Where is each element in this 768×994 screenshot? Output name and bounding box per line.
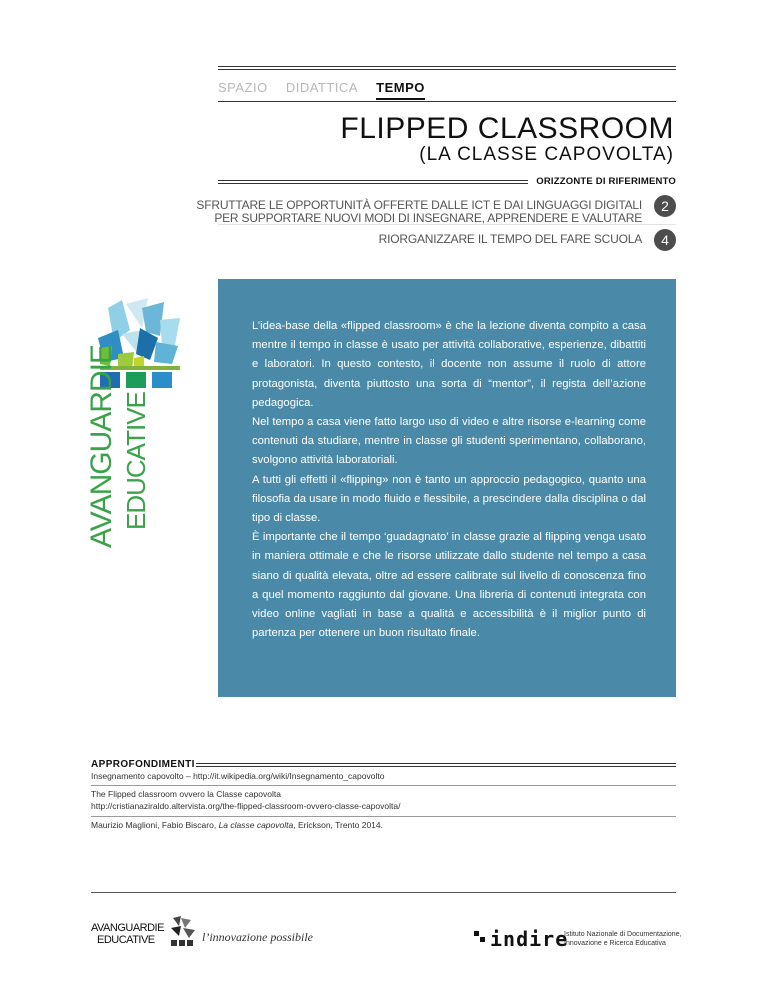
indire-line2: Innovazione e Ricerca Educativa <box>564 940 666 947</box>
page-title: FLIPPED CLASSROOM <box>340 112 674 145</box>
footer-tagline: l’innovazione possibile <box>202 930 313 944</box>
divider <box>91 816 676 817</box>
reference-item[interactable]: Insegnamento capovolto – http://it.wikipedia.org/wiki/Insegnamento_capovolto <box>91 771 385 781</box>
indire-brand: indire <box>490 927 569 951</box>
horizon-item-1 <box>196 199 642 225</box>
tabs-underline <box>218 101 676 102</box>
reference-book-title: La classe capovolta <box>218 820 294 830</box>
references-title: APPROFONDIMENTI <box>91 759 195 770</box>
horizon-number-badge: 4 <box>654 229 676 251</box>
horizon-divider <box>218 224 676 225</box>
horizon-number-badge: 2 <box>654 195 676 217</box>
footer-logo-graphic <box>169 916 197 950</box>
horizon-item-2-line1: RIORGANIZZARE IL TEMPO DEL FARE SCUOLA <box>378 232 642 246</box>
side-logo <box>85 298 190 558</box>
top-rule <box>218 66 676 70</box>
section-tabs <box>218 80 439 95</box>
page-subtitle: (LA CLASSE CAPOVOLTA) <box>419 144 674 165</box>
side-logo-line2: EDUCATIVE <box>121 392 151 530</box>
paragraph: È importante che il tempo ‘guadagnato’ in classe grazie al flipping venga usato in maniera ottimale e che le risorse utilizzate dallo studente nel tempo a casa siano di qualità elevata, oltre ad essere calibrate sul livello di conoscenza fino a quel momento raggiunto dal giovane. Una libreria di contenuti integrata con video online vagliati in base a qualità e accessibilità è il miglior punto di partenza per ottenere un buon risultato finale. <box>252 531 646 640</box>
horizon-item-1-line1: SFRUTTARE LE OPPORTUNITÀ OFFERTE DALLE ICT E DAI LINGUAGGI DIGITALI <box>196 198 642 212</box>
footer-rule <box>91 892 676 893</box>
side-logo-line1: AVANGUARDIE <box>85 345 118 548</box>
content-box <box>218 279 676 697</box>
horizon-rule <box>218 180 528 184</box>
footer-logo-line2: EDUCATIVE <box>97 934 155 946</box>
reference-item <box>91 819 383 831</box>
references-rule <box>196 763 676 767</box>
tab-spazio[interactable]: SPAZIO <box>218 80 268 95</box>
reference-link[interactable]: http://cristianaziraldo.altervista.org/the-flipped-classroom-ovvero-classe-capovolta/ <box>91 801 401 811</box>
reference-authors: Maurizio Maglioni, Fabio Biscaro, <box>91 820 219 830</box>
horizon-item-2 <box>379 233 642 246</box>
content-text <box>252 317 646 643</box>
side-logo-text <box>85 345 118 548</box>
indire-mark-icon <box>474 931 488 945</box>
paragraph: Nel tempo a casa viene fatto largo uso di video e altre risorse e-learning come contenuti da studiare, mentre in classe gli studenti sperimentano, collaborano, svolgono attività laboratoriali. <box>252 416 646 467</box>
reference-publisher: , Erickson, Trento 2014. <box>293 820 384 830</box>
reference-item: The Flipped classroom ovvero la Classe capovolta <box>91 789 281 799</box>
indire-line1: Istituto Nazionale di Documentazione, <box>564 931 682 938</box>
tab-tempo[interactable]: TEMPO <box>376 80 425 100</box>
paragraph: A tutti gli effetti il «flipping» non è tanto un approccio pedagogico, quanto una filosofia da usare in modo fluido e flessibile, a prescindere dalla disciplina o dal tipo di classe. <box>252 473 646 525</box>
paragraph: L’idea-base della «flipped classroom» è che la lezione diventa compito a casa mentre il tempo in classe è usato per attività collaborative, esperienze, dibattiti e laboratori. In questo contesto, il docente non assume il ruolo di attore protagonista, diventa piuttosto una sorta di “mentor”, il regista dell’azione pedagogica. <box>252 320 646 409</box>
footer-logo <box>91 916 201 956</box>
horizon-item-1-line2: PER SUPPORTARE NUOVI MODI DI INSEGNARE, APPRENDERE E VALUTARE <box>214 211 642 225</box>
footer-logo-line1: AVANGUARDIE <box>91 922 164 934</box>
side-logo-text-2 <box>121 392 151 530</box>
tab-didattica[interactable]: DIDATTICA <box>285 80 358 95</box>
divider <box>91 785 676 786</box>
horizon-label: ORIZZONTE DI RIFERIMENTO <box>536 176 676 187</box>
indire-logo <box>474 927 682 951</box>
